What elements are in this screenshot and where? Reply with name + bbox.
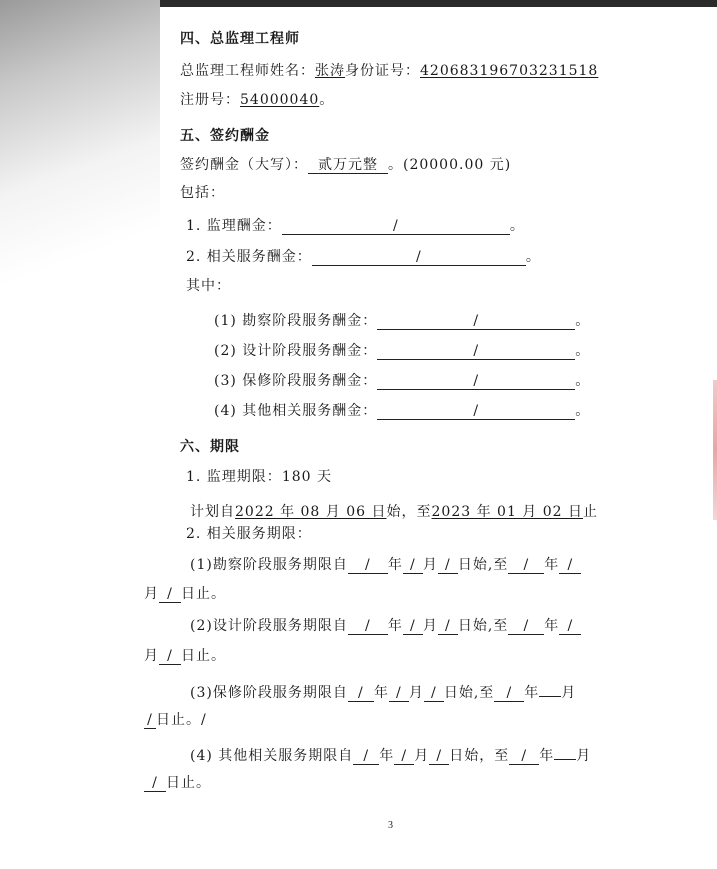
fee-item-1: 1. 监理酬金： / 。 (186, 218, 525, 234)
related-term-label: 2. 相关服务期限： (186, 526, 312, 542)
id-number: 420683196703231518 (420, 63, 599, 79)
fee-words: 贰万元整 (308, 157, 388, 174)
fee-number: 。(20000.00 元) (388, 157, 512, 173)
period-4-line-a: (4) 其他相关服务期限自 / 年 / 月 / 日始，至 / 年 月 (190, 743, 591, 765)
fee-sub-3: (3) 保修阶段服务酬金： / 。 (214, 373, 591, 389)
page-number: 3 (388, 820, 393, 831)
term-days: 180 天 (281, 469, 332, 485)
registration-line: 注册号：54000040。 (180, 92, 335, 108)
fee-item-2: 2. 相关服务酬金： / 。 (186, 249, 541, 265)
section-4-heading: 四、总监理工程师 (180, 31, 300, 47)
period-1-line-b: 月 / 日止。 (144, 586, 226, 602)
period-2-line-a: (2)设计阶段服务期限自 / 年 / 月 / 日始,至 / 年 / (190, 617, 581, 635)
start-date: 2022 年 08 月 06 日 (235, 504, 387, 520)
section-6-heading: 六、期限 (180, 439, 240, 455)
name-label: 总监理工程师姓名： (180, 63, 315, 79)
period-3-line-b: / 日止。/ (144, 711, 207, 729)
fee-sub-2: (2) 设计阶段服务酬金： / 。 (214, 343, 591, 359)
id-label: 身份证号： (345, 63, 420, 79)
plan-period-line: 计划自2022 年 08 月 06 日始，至2023 年 01 月 02 日止 (190, 504, 599, 520)
page-fold-shadow (0, 0, 160, 300)
period-4-line-b: / 日止。 (144, 774, 211, 792)
fee-sub-4: (4) 其他相关服务酬金： / 。 (214, 403, 591, 419)
end-date: 2023 年 01 月 02 日 (431, 504, 584, 520)
chief-engineer-line (180, 62, 598, 80)
period-1-line-a: (1)勘察阶段服务期限自 / 年 / 月 / 日始,至 / 年 / (190, 556, 581, 574)
among-label: 其中： (186, 278, 231, 294)
includes-label: 包括： (180, 185, 225, 201)
fee-sub-1: (1) 勘察阶段服务酬金： / 。 (214, 313, 591, 329)
reg-label: 注册号： (180, 92, 240, 108)
period-2-line-b: 月 / 日止。 (144, 648, 226, 664)
period-3-line-a: (3)保修阶段服务期限自 / 年 / 月 / 日始,至 / 年 月 (190, 680, 576, 702)
section-5-heading: 五、签约酬金 (180, 128, 270, 144)
seal-bleed-edge (713, 380, 717, 520)
engineer-name: 张涛 (315, 63, 345, 79)
fee-line: 签约酬金（大写）： 贰万元整 。(20000.00 元) (180, 157, 512, 173)
reg-number: 54000040 (240, 92, 320, 108)
supervision-term: 1. 监理期限：180 天 (186, 469, 332, 485)
